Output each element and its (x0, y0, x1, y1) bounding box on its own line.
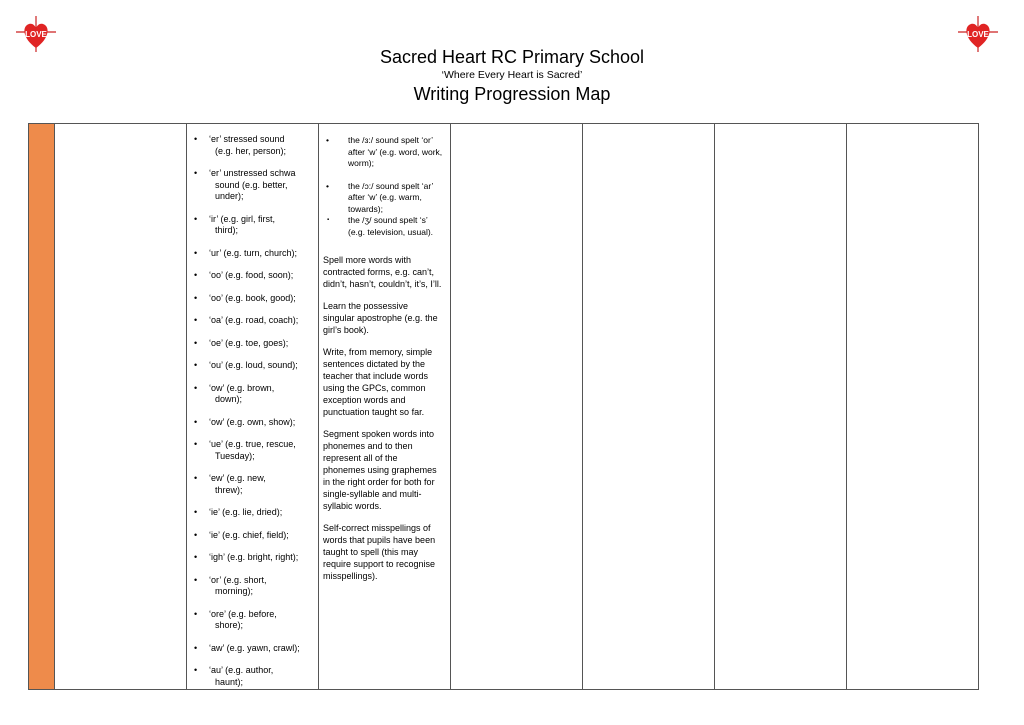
sound-text: ‘ore’ (e.g. before, (209, 608, 277, 619)
sound-list-item (187, 360, 318, 372)
sound-list-item (187, 609, 318, 632)
sound-example: haunt); (215, 676, 244, 687)
spelt-list (319, 124, 450, 238)
sound-list-item (187, 530, 318, 542)
empty-cell (451, 124, 583, 689)
spelling-objective: Write, from memory, simple sentences dictated by the teacher that include words using the GPCs, common exception words and punctuation taught so far. (323, 347, 433, 417)
sound-list-item (187, 248, 318, 260)
sound-text: ‘aw’ (e.g. yawn, crawl); (209, 642, 300, 653)
empty-cell (847, 124, 978, 689)
spelling-rule-item: • the /ɜ:/ sound spelt ‘or’ after ‘w’ (e.g. word, work, worm); (319, 135, 450, 170)
sound-text: ‘oo’ (e.g. food, soon); (209, 270, 294, 280)
sound-text: ‘ew’ (e.g. new, (209, 473, 266, 483)
sound-list-item (187, 417, 318, 429)
sound-text: ‘oa’ (e.g. road, coach); (209, 315, 299, 325)
school-motto: ‘Where Every Heart is Sacred’ (441, 69, 583, 81)
spelling-cell (319, 124, 451, 689)
school-name: Sacred Heart RC Primary School (379, 47, 645, 67)
document-header (0, 46, 1024, 106)
sound-text: ‘ou’ (e.g. loud, sound); (209, 360, 298, 370)
sound-example: shore); (215, 620, 244, 630)
sound-list-item (187, 507, 318, 519)
progression-table (28, 123, 979, 690)
empty-cell (583, 124, 715, 689)
sound-text: ‘oe’ (e.g. toe, goes); (209, 337, 289, 348)
sound-list-item (187, 439, 318, 462)
sound-text: ‘ow’ (e.g. brown, (209, 382, 275, 393)
sound-example: (e.g. her, person); (215, 145, 287, 156)
sound-text: ‘ur’ (e.g. turn, church); (209, 247, 298, 258)
sound-text: ‘er’ unstressed schwa (209, 168, 296, 178)
document-title: Writing Progression Map (413, 84, 611, 104)
sound-example: morning); (215, 586, 254, 596)
spelling-objective: Spell more words with contracted forms, e.g. can’t, didn’t, hasn’t, couldn’t, it’s, I’ll. (323, 255, 442, 289)
sound-list-item (187, 338, 318, 350)
sound-text: ‘or’ (e.g. short, (209, 574, 267, 585)
sound-list-item (187, 134, 318, 157)
sound-list-item (187, 315, 318, 327)
sound-text: ‘ir’ (e.g. girl, first, (209, 213, 276, 224)
sound-example: threw); (215, 484, 243, 495)
sound-list-item (187, 168, 318, 203)
sound-list-item (187, 575, 318, 598)
logo-text: LOVE (967, 30, 989, 39)
accent-column (29, 124, 55, 689)
sound-text: ‘er’ stressed sound (209, 134, 285, 144)
sound-list-item (187, 293, 318, 305)
spelling-rule-item: ▪ the /ʒ/ sound spelt ‘s’ (e.g. television, usual). (319, 215, 450, 238)
sound-text: ‘oo’ (e.g. book, good); (209, 292, 296, 303)
sounds-list (187, 124, 318, 688)
sound-list-item (187, 383, 318, 406)
spelling-objective: Learn the possessive singular apostrophe (e.g. the girl’s book). (323, 301, 438, 335)
spelling-objective: Self-correct misspellings of words that pupils have been taught to spell (this may require support to recognise misspellings). (323, 523, 436, 581)
sound-text: ‘ie’ (e.g. lie, dried); (209, 507, 283, 517)
sound-example: down); (215, 394, 243, 404)
empty-cell (715, 124, 847, 689)
sounds-cell (187, 124, 319, 689)
logo-text: LOVE (25, 30, 47, 39)
sound-list-item (187, 270, 318, 282)
sound-list-item (187, 552, 318, 564)
sound-example: sound (e.g. better, under); (215, 179, 288, 201)
spelling-paragraphs (319, 254, 450, 582)
sound-list-item (187, 473, 318, 496)
sound-text: ‘igh’ (e.g. bright, right); (209, 552, 299, 562)
sound-example: Tuesday); (215, 450, 255, 461)
spelling-objective: Segment spoken words into phonemes and to then represent all of the phonemes using graphemes in the right order for both for single-syllable and multi-syllabic words. (323, 429, 437, 511)
sound-list-item (187, 214, 318, 237)
sound-list-item (187, 643, 318, 655)
empty-cell (55, 124, 187, 689)
sound-example: third); (215, 225, 239, 235)
sound-text: ‘au’ (e.g. author, (209, 665, 274, 675)
sound-text: ‘ie’ (e.g. chief, field); (209, 529, 289, 540)
sound-text: ‘ue’ (e.g. true, rescue, (209, 439, 296, 449)
spelling-rule-item: • the /ɔ:/ sound spelt ‘ar’ after ‘w’ (e.g. warm, towards); (319, 181, 450, 216)
sound-text: ‘ow’ (e.g. own, show); (209, 416, 296, 427)
sound-list-item (187, 665, 318, 688)
